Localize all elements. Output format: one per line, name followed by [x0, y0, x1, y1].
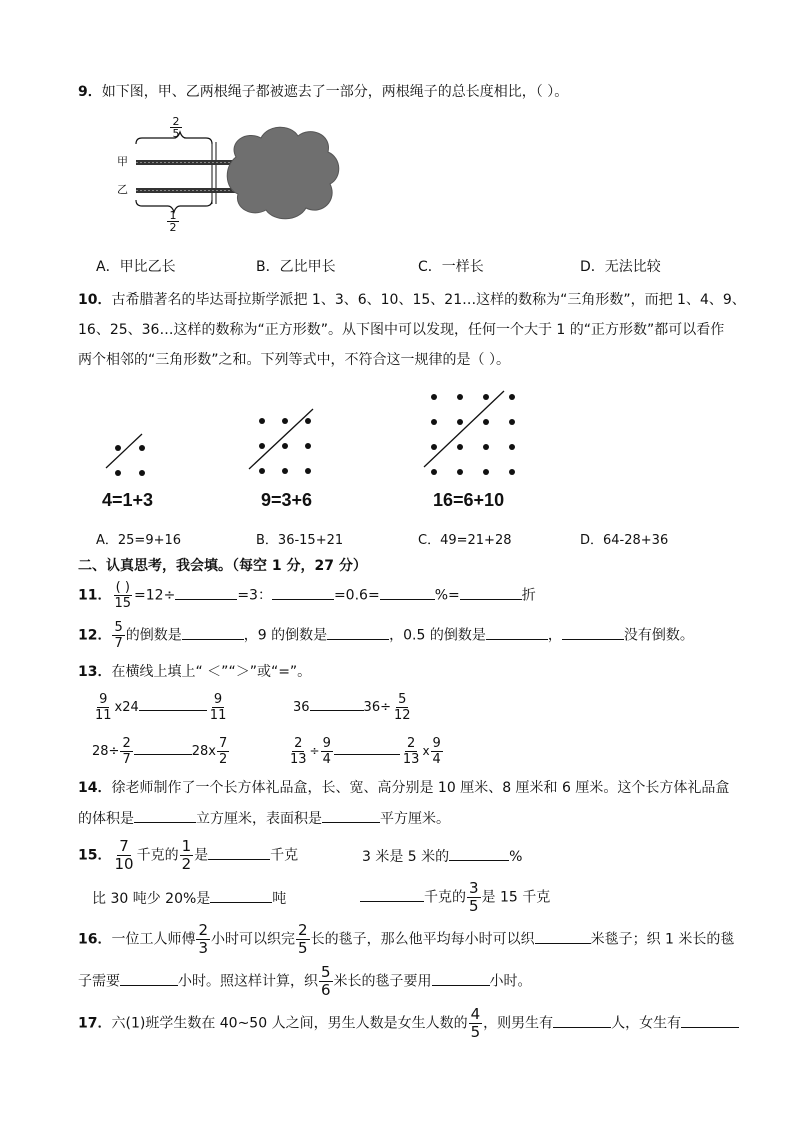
answer-blank[interactable] [310, 696, 364, 711]
dots-figure-4 [100, 420, 160, 490]
option-b[interactable]: B．36-15+21 [256, 533, 344, 548]
question-number: 15． [78, 847, 112, 864]
question-number: 17． [78, 1015, 112, 1032]
answer-blank[interactable] [182, 625, 244, 640]
answer-blank[interactable] [486, 625, 548, 640]
answer-blank[interactable] [334, 740, 400, 755]
answer-blank[interactable] [120, 971, 178, 986]
option-d[interactable]: D．无法比较 [580, 259, 661, 275]
compare-1: $\frac{9}{11}$ x24 $\frac{9}{11}$ [95, 691, 227, 723]
answer-blank[interactable] [535, 929, 591, 944]
compare-2: 36 36÷ $\frac{5}{12}$ [293, 691, 411, 723]
question-number: 12． [78, 627, 112, 644]
answer-blank[interactable] [322, 808, 380, 823]
question-10-line1 [78, 290, 746, 310]
figure-equation-16: 16=6+10 [433, 490, 505, 510]
question-10-line3: 两个相邻的“三角形数”之和。下列等式中，不符合这一规律的是（ ）。 [78, 352, 510, 368]
question-16-line1: 16．一位工人师傅 $\frac{2}{3}$ 小时可以织完 $\frac{2}{5}$ 长的毯子，那么他平均每小时可以织 米毯子；织 1 米长的毯 [78, 921, 735, 957]
question-13 [78, 662, 311, 682]
option-c[interactable]: C．49=21+28 [418, 533, 512, 548]
question-9 [78, 82, 568, 102]
question-14-line1 [78, 778, 729, 798]
question-15-b: 3 米是 5 米的 % [362, 846, 522, 867]
rope-figure [96, 112, 346, 252]
option-b[interactable]: B．乙比甲长 [256, 259, 336, 275]
compare-3: 28÷ $\frac{2}{7}$ 28x $\frac{7}{2}$ [92, 735, 228, 767]
dots-figure-16 [420, 385, 540, 490]
answer-blank[interactable] [208, 845, 270, 860]
question-number: 14． [78, 780, 112, 796]
question-12: 12． $\frac{5}{7}$ 的倒数是 ，9 的倒数是 ，0.5 的倒数是 ， 没有倒数。 [78, 620, 694, 651]
question-17: 17．六(1)班学生数在 40~50 人之间，男生人数是女生人数的 $\frac{4}{5}$ ，则男生有 人，女生有 [78, 1006, 739, 1041]
figure-equation-4: 4=1+3 [102, 490, 154, 510]
question-number: 10． [78, 292, 112, 308]
rope-label-yi: 乙 [117, 183, 128, 196]
question-text: 如下图，甲、乙两根绳子都被遮去了一部分，两根绳子的总长度相比，（ ）。 [101, 84, 569, 100]
question-16-line2: 子需要 小时。照这样计算，织 $\frac{5}{6}$ 米长的毯子要用 小时。 [78, 963, 532, 999]
answer-blank[interactable] [380, 585, 435, 600]
question-10-line2: 16、25、36…这样的数称为“正方形数”。从下图中可以发现，任何一个大于 1 的“正方形数”都可以看作 [78, 322, 725, 338]
question-number: 13． [78, 664, 112, 680]
answer-blank[interactable] [175, 585, 237, 600]
dots-figure-9 [245, 405, 325, 485]
question-number: 9． [78, 84, 102, 100]
question-text: 古希腊著名的毕达哥拉斯学派把 1、3、6、10、15、21…这样的数称为“三角形数”，而把 1、4、9、 [111, 292, 746, 308]
question-number: 11． [78, 587, 112, 604]
answer-blank[interactable] [134, 740, 192, 755]
question-number: 16． [78, 931, 112, 948]
answer-blank[interactable] [327, 625, 389, 640]
question-14-line2: 的体积是 立方厘米，表面积是 平方厘米。 [78, 808, 450, 829]
option-a[interactable]: A．甲比乙长 [96, 259, 176, 275]
answer-blank[interactable] [562, 625, 624, 640]
question-15-c: 比 30 吨少 20%是 吨 [92, 888, 286, 909]
answer-blank[interactable] [134, 808, 196, 823]
answer-blank[interactable] [272, 585, 334, 600]
question-15-a: 15． $\frac{7}{10}$ 千克的 $\frac{1}{2}$ 是 千克 [78, 837, 299, 873]
rope-top-fraction: $\frac{2}{5}$ [169, 116, 183, 139]
answer-blank[interactable] [449, 846, 509, 861]
compare-4: $\frac{2}{13}$ ÷ $\frac{9}{4}$ $\frac{2}{13}$ x $\frac{9}{4}$ [290, 735, 441, 767]
answer-blank[interactable] [460, 585, 522, 600]
figure-equation-9: 9=3+6 [261, 490, 313, 510]
question-text: 徐老师制作了一个长方体礼品盒，长、宽、高分别是 10 厘米、8 厘米和 6 厘米。这个长方体礼品盒 [111, 780, 730, 796]
option-c[interactable]: C．一样长 [418, 259, 484, 275]
option-a[interactable]: A．25=9+16 [96, 533, 182, 548]
question-11: 11． $\frac{( )}{15}$ =12÷ =3： =0.6= %= 折 [78, 580, 536, 611]
answer-blank[interactable] [360, 887, 424, 902]
question-text: 在横线上填上“ ＜”“＞”或“=”。 [111, 664, 312, 680]
option-d[interactable]: D．64-28+36 [580, 533, 669, 548]
rope-bottom-fraction: $\frac{1}{2}$ [166, 210, 180, 233]
question-15-d: 千克的 $\frac{3}{5}$ 是 15 千克 [360, 880, 550, 915]
section-heading: 二、认真思考，我会填。（每空 1 分，27 分） [78, 558, 367, 574]
answer-blank[interactable] [432, 971, 490, 986]
answer-blank[interactable] [210, 888, 272, 903]
answer-blank[interactable] [139, 696, 207, 711]
answer-blank[interactable] [553, 1013, 611, 1028]
answer-blank[interactable] [681, 1013, 739, 1028]
rope-label-jia: 甲 [117, 155, 128, 168]
